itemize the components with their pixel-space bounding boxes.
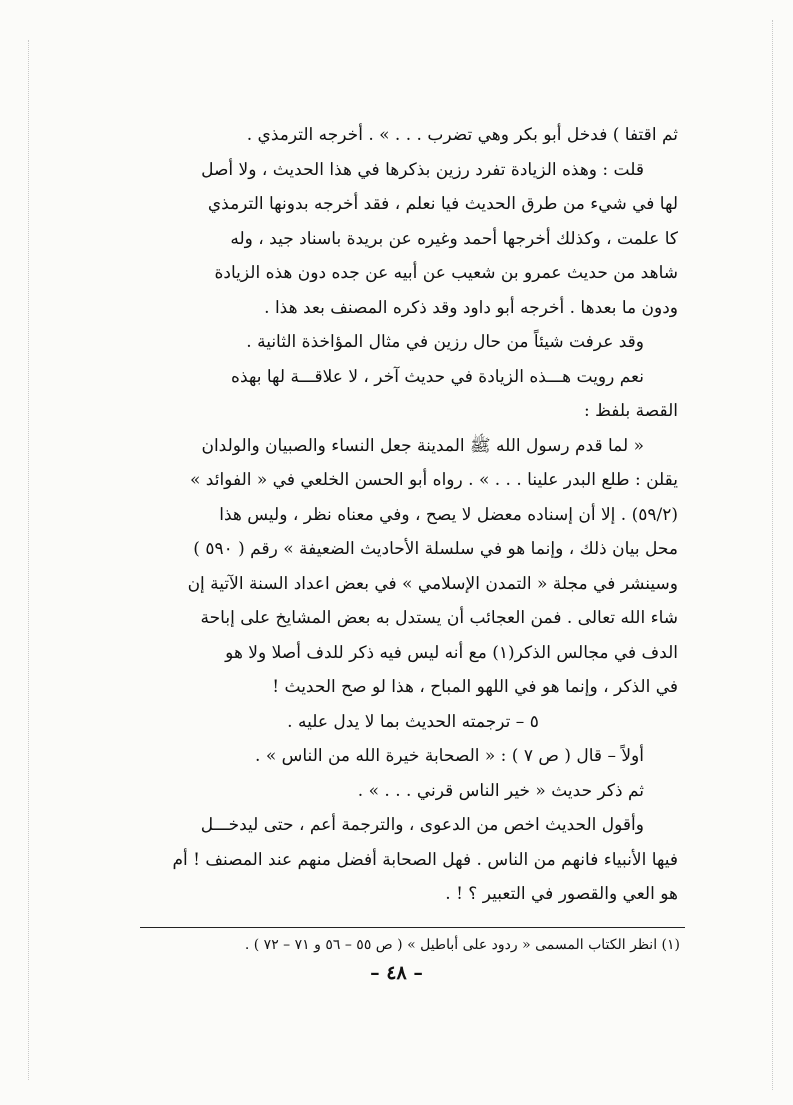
scan-artifact-right bbox=[772, 20, 773, 1090]
text-line: كا علمت ، وكذلك أخرجها أحمد وغيره عن بريدة باسناد جيد ، وله bbox=[230, 228, 678, 249]
text-line: وقد عرفت شيئاً من حال رزين في مثال المؤاخذة الثانية . bbox=[246, 332, 644, 352]
page-number: – ٤٨ – bbox=[370, 962, 423, 984]
text-line: (٥٩/٢) . إلا أن إسناده معضل لا يصح ، وفي معناه نظر ، وليس هذا bbox=[219, 504, 678, 525]
text-line: قلت : وهذه الزيادة تفرد رزين بذكرها في هذا الحديث ، ولا أصل bbox=[201, 159, 644, 180]
text-line: لها في شيء من طرق الحديث فيا نعلم ، فقد أخرجه بدونها الترمذي bbox=[207, 194, 678, 214]
footnote-divider bbox=[140, 927, 685, 928]
scan-artifact-left bbox=[28, 40, 29, 1080]
body-text bbox=[148, 118, 678, 912]
text-line: نعم رويت هـــذه الزيادة في حديث آخر ، لا علاقـــة لها بهذه bbox=[231, 366, 644, 387]
text-line: ودون ما بعدها . أخرجه أبو داود وقد ذكره المصنف بعد هذا . bbox=[264, 297, 678, 318]
section-heading: ٥ – ترجمته الحديث بما لا يدل عليه . bbox=[287, 711, 539, 732]
text-line: شاء الله تعالى . فمن العجائب أن يستدل به بعض المشايخ على إباحة bbox=[200, 608, 678, 628]
footnote: (١) انظر الكتاب المسمى « ردود على أباطيل » ( ص ٥٥ – ٥٦ و ٧١ – ٧٢ ) . bbox=[244, 937, 680, 953]
text-line: ثم ذكر حديث « خير الناس قرني . . . » . bbox=[357, 780, 644, 801]
text-line: محل بيان ذلك ، وإنما هو في سلسلة الأحاديث الضعيفة » رقم ( ٥٩٠ ) bbox=[193, 539, 678, 559]
text-line: هو العي والقصور في التعبير ؟ ! . bbox=[445, 884, 678, 904]
text-line: « لما قدم رسول الله ﷺ المدينة جعل النساء والصبيان والولدان bbox=[201, 435, 644, 456]
text-line: القصة بلفظ : bbox=[584, 401, 678, 421]
text-line: الدف في مجالس الذكر(١) مع أنه ليس فيه ذكر للدف أصلا ولا هو bbox=[225, 642, 678, 663]
text-line: وأقول الحديث اخص من الدعوى ، والترجمة أعم ، حتى ليدخـــل bbox=[200, 815, 644, 835]
text-line: يقلن : طلع البدر علينا . . . » . رواه أبو الحسن الخلعي في « الفوائد » bbox=[190, 470, 678, 490]
text-line: وسينشر في مجلة « التمدن الإسلامي » في بعض اعداد السنة الآتية إن bbox=[187, 573, 678, 594]
text-line: شاهد من حديث عمرو بن شعيب عن أبيه عن جده دون هذه الزيادة bbox=[214, 263, 678, 283]
text-line: في الذكر ، وإنما هو في اللهو المباح ، هذا لو صح الحديث ! bbox=[272, 677, 678, 697]
text-line: فيها الأنبياء فانهم من الناس . فهل الصحابة أفضل منهم عند المصنف ! أم bbox=[172, 849, 678, 870]
text-line: ثم اقتفا ) فدخل أبو بكر وهي تضرب . . . » . أخرجه الترمذي . bbox=[246, 125, 678, 145]
text-line: أولاً – قال ( ص ٧ ) : « الصحابة خيرة الله من الناس » . bbox=[255, 746, 644, 766]
